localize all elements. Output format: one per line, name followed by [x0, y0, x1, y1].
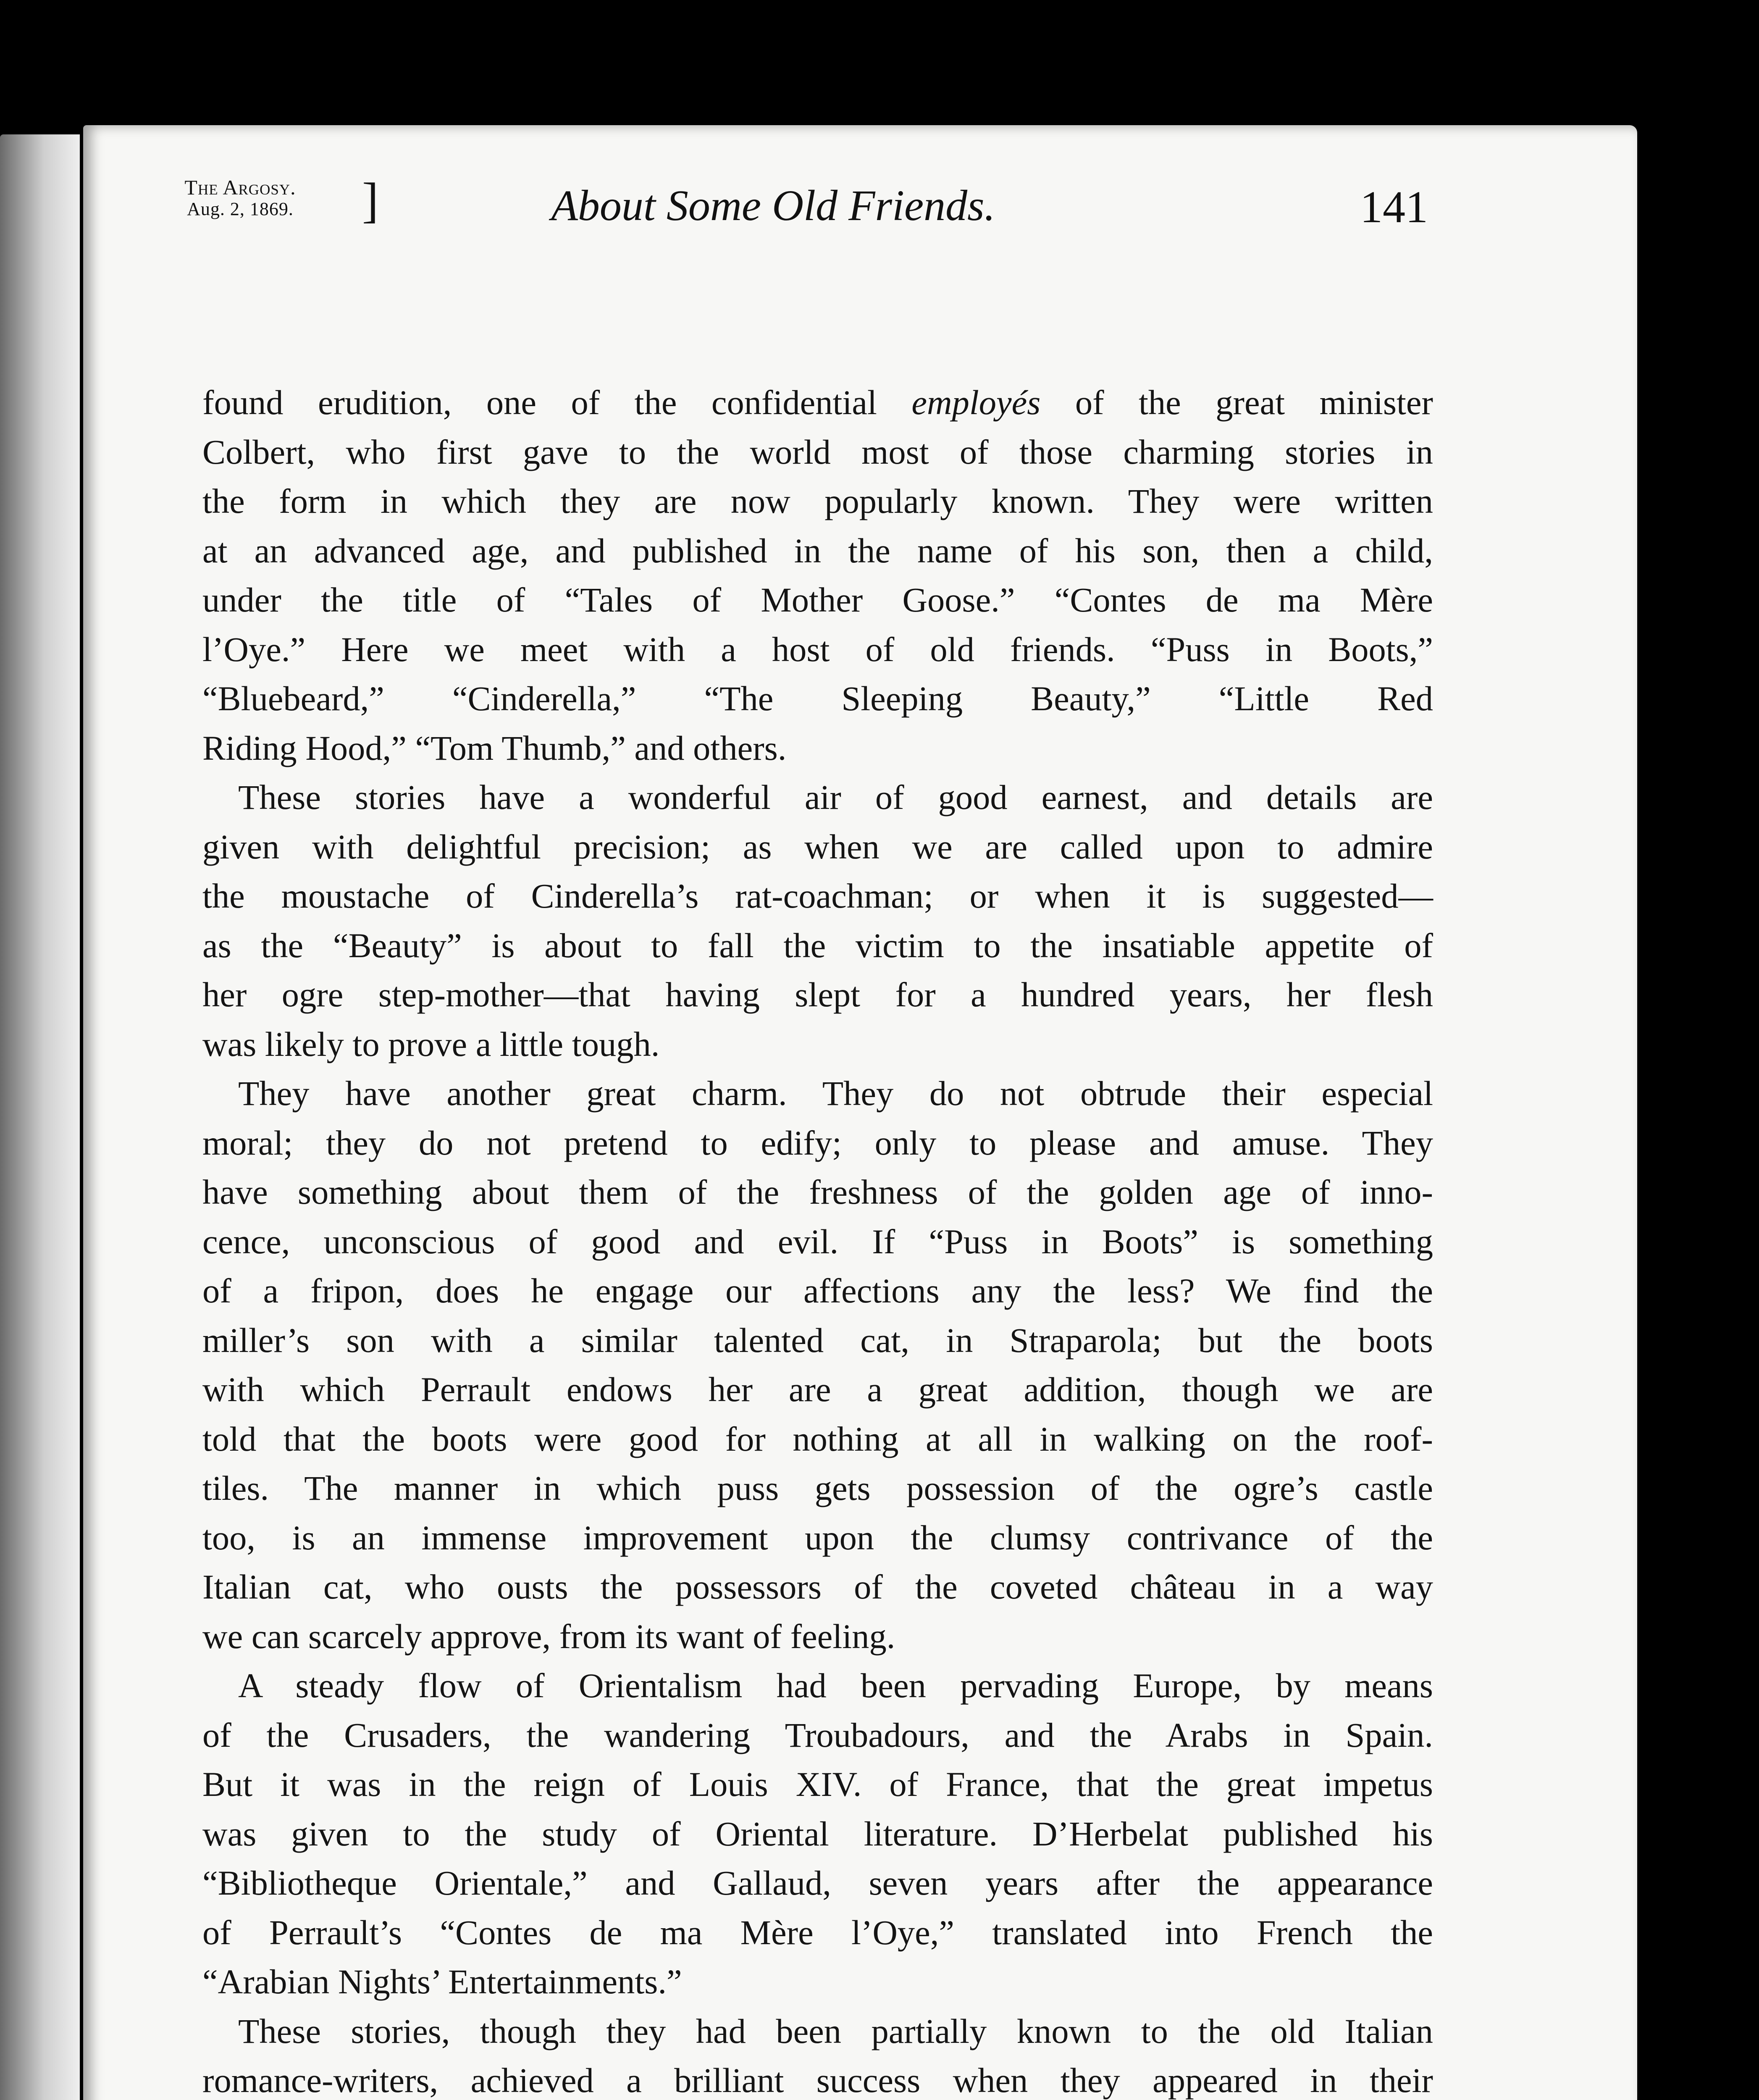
- running-header: [118, 173, 1428, 252]
- text-line: moral; they do not pretend to edify; only to please and amuse. They: [202, 1123, 1433, 1162]
- text-line: the moustache of Cinderella’s rat-coachman; or when it is suggested—: [202, 877, 1433, 915]
- text-line: found erudition, one of the confidential employés of the great minister: [202, 383, 1433, 422]
- journal-date: Aug. 2, 1869.: [187, 199, 294, 219]
- text-line: They have another great charm. They do not obtrude their especial: [238, 1074, 1433, 1113]
- text-line: as the “Beauty” is about to fall the victim to the insatiable appetite of: [202, 926, 1433, 965]
- text-line: miller’s son with a similar talented cat, in Straparola; but the boots: [202, 1320, 1433, 1360]
- italic-term: employés: [911, 383, 1041, 422]
- facing-page-edge: [0, 134, 80, 2100]
- text-line: tiles. The manner in which puss gets possession of the ogre’s castle: [202, 1469, 1433, 1507]
- text-line: These stories have a wonderful air of good earnest, and details are: [238, 778, 1433, 816]
- paragraph: [202, 2007, 1433, 2100]
- text-line: “Arabian Nights’ Entertainments.”: [202, 1962, 682, 2001]
- running-title: About Some Old Friends.: [551, 181, 995, 230]
- text-line: “Bibliotheque Orientale,” and Gallaud, seven years after the appearance: [202, 1864, 1433, 1902]
- text-line: was likely to prove a little tough.: [202, 1024, 660, 1063]
- text-line: too, is an immense improvement upon the clumsy contrivance of the: [202, 1518, 1433, 1557]
- text-line: “Bluebeard,” “Cinderella,” “The Sleeping Beauty,” “Little Red: [202, 679, 1433, 718]
- text-line: of a fripon, does he engage our affections any the less? We find the: [202, 1271, 1433, 1310]
- body-text: [202, 378, 1433, 2100]
- text-line: under the title of “Tales of Mother Goose.” “Contes de ma Mère: [202, 580, 1433, 619]
- text-line: at an advanced age, and published in the name of his son, then a child,: [202, 531, 1433, 570]
- paragraph: [202, 1661, 1433, 2007]
- text-line: we can scarcely approve, from its want of feeling.: [202, 1617, 895, 1656]
- text-line: her ogre step-mother—that having slept for a hundred years, her flesh: [202, 975, 1433, 1014]
- text-line: Riding Hood,” “Tom Thumb,” and others.: [202, 728, 787, 767]
- text-line: l’Oye.” Here we meet with a host of old friends. “Puss in Boots,”: [202, 630, 1433, 669]
- text-line: was given to the study of Oriental literature. D’Herbelat published his: [202, 1814, 1433, 1853]
- text-line: with which Perrault endows her are a great addition, though we are: [202, 1370, 1433, 1409]
- text-line: Colbert, who first gave to the world most of those charming stories in: [202, 432, 1433, 471]
- text-line: A steady flow of Orientalism had been pervading Europe, by means: [238, 1666, 1433, 1705]
- text-line: cence, unconscious of good and evil. If “Puss in Boots” is something: [202, 1222, 1433, 1261]
- paragraph: [202, 378, 1433, 773]
- text-line: But it was in the reign of Louis XIV. of France, that the great impetus: [202, 1765, 1433, 1803]
- paragraph: [202, 773, 1433, 1069]
- text-line: of Perrault’s “Contes de ma Mère l’Oye,” translated into French the: [202, 1913, 1433, 1952]
- journal-name: The Argosy.: [184, 176, 296, 199]
- header-bracket: ]: [362, 173, 379, 228]
- page-number: 141: [1360, 182, 1428, 232]
- text-line: romance-writers, achieved a brilliant success when they appeared in their: [202, 2061, 1433, 2100]
- text-line: told that the boots were good for nothing at all in walking on the roof-: [202, 1419, 1433, 1458]
- text-line: given with delightful precision; as when we are called upon to admire: [202, 827, 1433, 866]
- text-line: Italian cat, who ousts the possessors of the coveted château in a way: [202, 1567, 1433, 1606]
- text-line: These stories, though they had been partially known to the old Italian: [238, 2011, 1433, 2050]
- text-line: of the Crusaders, the wandering Troubadours, and the Arabs in Spain.: [202, 1715, 1433, 1754]
- text-line: the form in which they are now popularly known. They were written: [202, 482, 1433, 520]
- paragraph: [202, 1069, 1433, 1661]
- text-line: have something about them of the freshness of the golden age of inno-: [202, 1173, 1433, 1211]
